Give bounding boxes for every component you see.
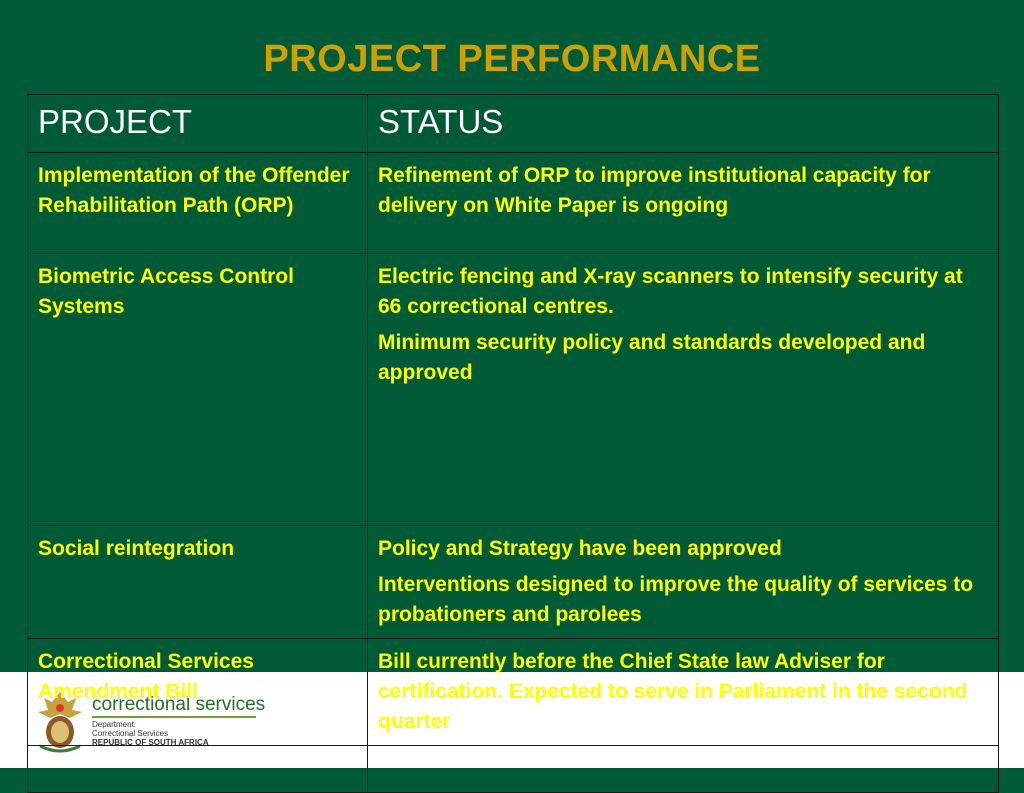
project-performance-table bbox=[27, 94, 999, 793]
project-name: Biometric Access Control Systems bbox=[38, 265, 294, 318]
logo-dept-line-1: Department: bbox=[92, 720, 137, 729]
table-row bbox=[28, 526, 999, 639]
project-name: Implementation of the Offender Rehabilitation Path (ORP) bbox=[38, 164, 350, 217]
status-text: Policy and Strategy have been approved bbox=[378, 537, 782, 560]
table-row bbox=[28, 254, 999, 526]
table-row bbox=[28, 639, 999, 746]
table-header-row bbox=[28, 95, 999, 153]
project-cell bbox=[28, 254, 368, 526]
table-row bbox=[28, 153, 999, 254]
status-cell bbox=[368, 526, 999, 639]
logo-country: REPUBLIC OF SOUTH AFRICA bbox=[92, 738, 209, 747]
slide-title: PROJECT PERFORMANCE bbox=[263, 38, 761, 80]
project-cell bbox=[28, 526, 368, 639]
status-text: Bill currently before the Chief State law Adviser for certification. Expected to serve in Parliament in the second quarter bbox=[378, 650, 968, 733]
project-cell bbox=[28, 639, 368, 746]
project-name: Correctional Services Amendment Bill bbox=[38, 650, 254, 703]
status-cell bbox=[368, 254, 999, 526]
project-name: Social reintegration bbox=[38, 537, 235, 560]
table-row-empty bbox=[28, 746, 999, 793]
project-cell bbox=[28, 153, 368, 254]
empty-cell bbox=[28, 746, 368, 793]
status-text: Electric fencing and X-ray scanners to intensify security at 66 correctional centres. bbox=[378, 265, 963, 318]
status-cell bbox=[368, 639, 999, 746]
logo-dept-line-2: Correctional Services bbox=[92, 729, 169, 738]
header-project: PROJECT bbox=[28, 95, 368, 153]
logo-brand-text: correctional services bbox=[92, 694, 266, 715]
header-status: STATUS bbox=[368, 95, 999, 153]
status-cell bbox=[368, 153, 999, 254]
status-text: Refinement of ORP to improve institutional capacity for delivery on White Paper is ongoing bbox=[378, 164, 931, 217]
status-text: Minimum security policy and standards developed and approved bbox=[378, 331, 926, 384]
empty-cell bbox=[368, 746, 999, 793]
status-text: Interventions designed to improve the quality of services to probationers and parolees bbox=[378, 573, 974, 626]
